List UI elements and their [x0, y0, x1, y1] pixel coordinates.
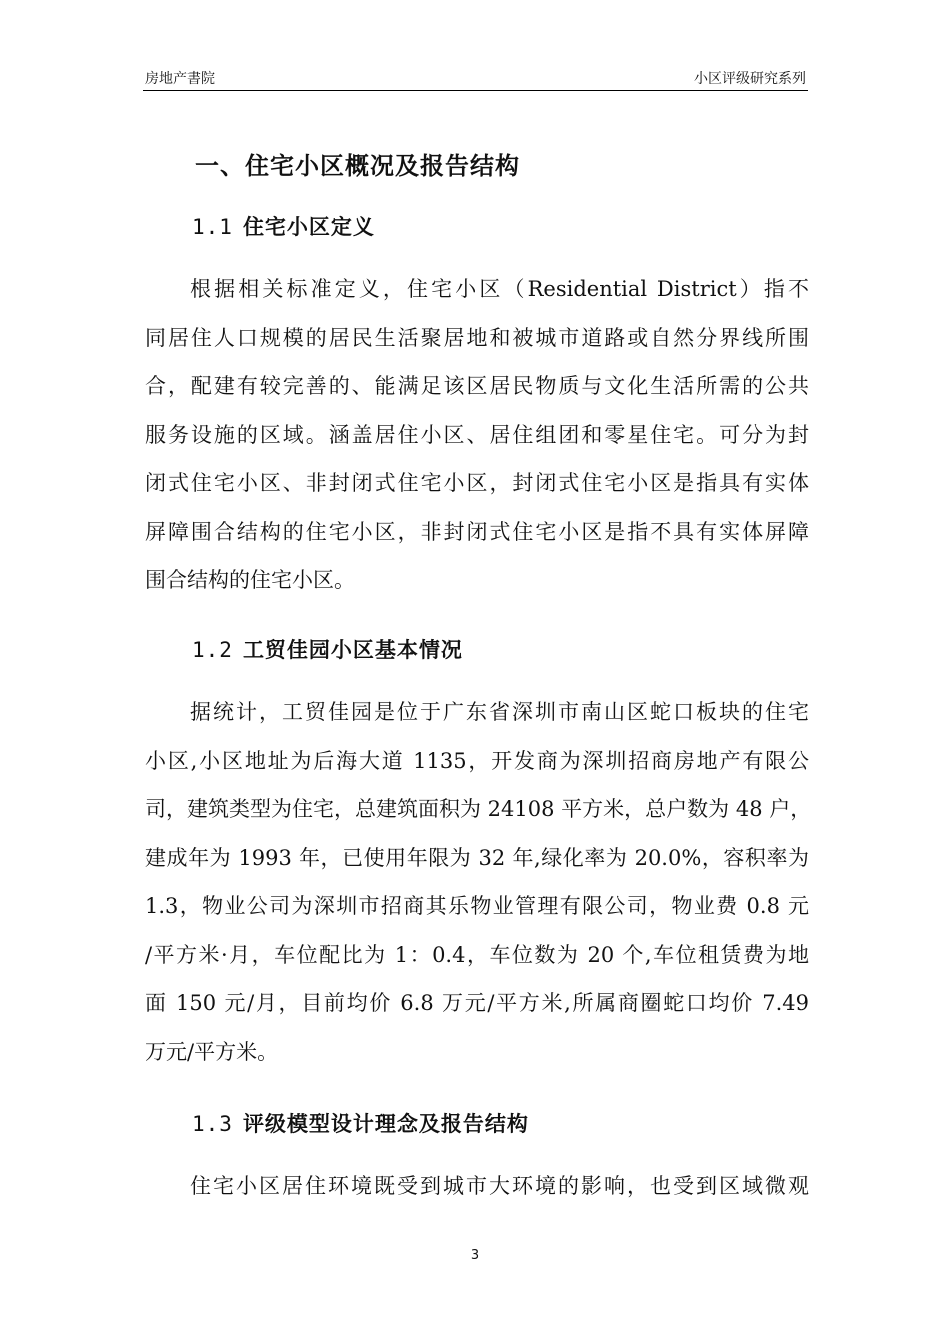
paragraph-line: 万元/平方米。	[145, 1039, 279, 1064]
subsection-heading-1-3	[192, 1108, 529, 1138]
subsection-title: 评级模型设计理念及报告结构	[242, 1112, 529, 1136]
paragraph-definition	[145, 265, 809, 605]
paragraph-line: 司，建筑类型为住宅，总建筑面积为 24108 平方米，总户数为 48 户，	[145, 797, 812, 821]
paragraph-line: 屏障围合结构的住宅小区，非封闭式住宅小区是指不具有实体屏障	[145, 519, 809, 544]
paragraph-line: 1.3，物业公司为深圳市招商其乐物业管理有限公司，物业费 0.8 元	[145, 894, 809, 918]
paragraph-line: 围合结构的住宅小区。	[145, 568, 355, 592]
page-header	[143, 66, 808, 91]
paragraph-line: 住宅小区居住环境既受到城市大环境的影响，也受到区域微观	[190, 1174, 809, 1198]
subsection-number: 1.1	[192, 215, 233, 239]
header-series-title: 小区评级研究系列	[694, 71, 806, 87]
paragraph-line: /平方米·月，车位配比为 1：0.4，车位数为 20 个,车位租赁费为地	[145, 942, 809, 967]
paragraph-line: 小区,小区地址为后海大道 1135，开发商为深圳招商房地产有限公	[145, 748, 809, 773]
paragraph-line: 服务设施的区域。涵盖居住小区、居住组团和零星住宅。可分为封	[145, 422, 809, 447]
paragraph-line: 据统计，工贸佳园是位于广东省深圳市南山区蛇口板块的住宅	[190, 700, 809, 724]
subsection-title: 住宅小区定义	[242, 215, 375, 239]
subsection-title: 工贸佳园小区基本情况	[242, 638, 463, 662]
paragraph-model-design	[145, 1162, 809, 1211]
subsection-heading-1-1	[192, 211, 375, 241]
paragraph-line: 根据相关标准定义，住宅小区（Residential District）指不	[190, 277, 809, 301]
subsection-number: 1.2	[192, 638, 233, 662]
paragraph-line: 同居住人口规模的居民生活聚居地和被城市道路或自然分界线所围	[145, 325, 809, 350]
paragraph-line: 面 150 元/月，目前均价 6.8 万元/平方米,所属商圈蛇口均价 7.49	[145, 991, 809, 1015]
paragraph-basic-info	[145, 688, 812, 1076]
subsection-number: 1.3	[192, 1112, 233, 1136]
page-number: 3	[470, 1248, 480, 1263]
paragraph-line: 闭式住宅小区、非封闭式住宅小区，封闭式住宅小区是指具有实体	[145, 471, 809, 495]
paragraph-line: 合，配建有较完善的、能满足该区居民物质与文化生活所需的公共	[145, 374, 809, 398]
header-publisher: 房地产書院	[145, 71, 215, 87]
subsection-heading-1-2	[192, 634, 463, 664]
paragraph-line: 建成年为 1993 年，已使用年限为 32 年,绿化率为 20.0%，容积率为	[145, 845, 809, 870]
section-heading: 一、住宅小区概况及报告结构	[195, 152, 520, 180]
